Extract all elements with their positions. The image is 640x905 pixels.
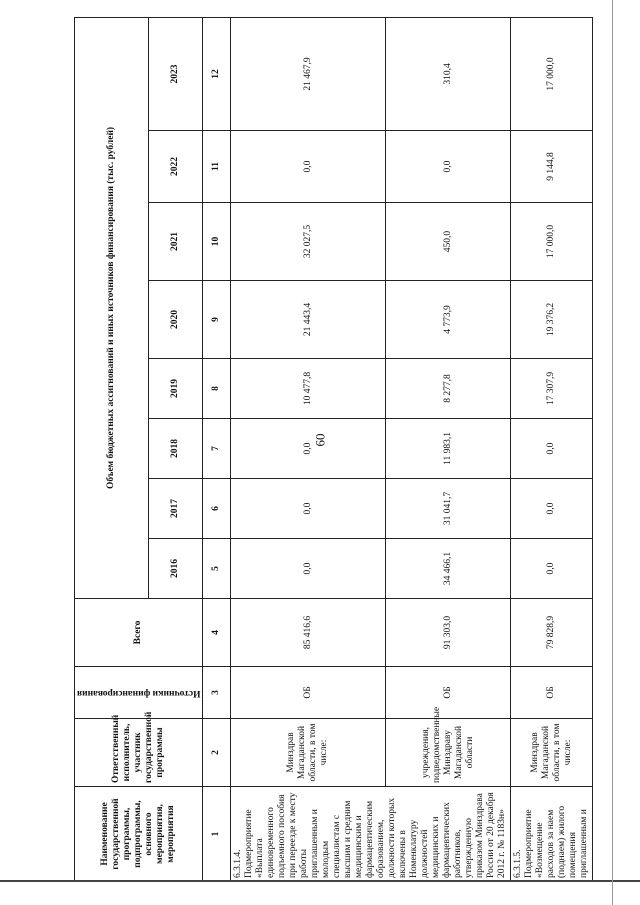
value-cell: 21 443,4 <box>231 281 386 359</box>
value-cell: 0,0 <box>511 419 593 479</box>
value-cell: 17 000,0 <box>511 17 593 130</box>
value-cell: 11 983,1 <box>386 419 511 479</box>
colnum-12: 12 <box>203 17 231 130</box>
colnum-8: 8 <box>203 359 231 419</box>
header-executor: Ответственный исполнитель, участник государственной программы <box>75 719 203 787</box>
row-source: ОБ <box>511 667 593 719</box>
value-cell: 0,0 <box>231 479 386 539</box>
rotated-table-container <box>74 18 590 882</box>
value-cell: 0,0 <box>511 539 593 599</box>
year-2018: 2018 <box>148 419 203 479</box>
year-2017: 2017 <box>148 479 203 539</box>
value-cell: 9 144,8 <box>511 131 593 203</box>
row-executor: учреждения, подведомственные Минздраву Магаданской области <box>386 719 511 787</box>
row-executor: Минздрав Магаданской области, в том числе: <box>511 719 593 787</box>
value-cell: 19 376,2 <box>511 281 593 359</box>
header-source <box>75 667 203 719</box>
year-2022: 2022 <box>148 131 203 203</box>
value-cell: 10 477,8 <box>231 359 386 419</box>
value-cell: 0,0 <box>231 539 386 599</box>
colnum-1: 1 <box>203 787 231 882</box>
colnum-3: 3 <box>203 667 231 719</box>
table-row <box>231 17 386 881</box>
table-row <box>511 17 593 881</box>
value-cell: 17 307,9 <box>511 359 593 419</box>
header-source-text: Источники финансирования <box>77 688 201 698</box>
colnum-5: 5 <box>203 539 231 599</box>
year-2023: 2023 <box>148 17 203 130</box>
value-cell: 0,0 <box>386 131 511 203</box>
row-total: 79 828,9 <box>511 599 593 667</box>
row-total: 85 416,6 <box>231 599 386 667</box>
colnum-2: 2 <box>203 719 231 787</box>
page-number: 60 <box>312 433 328 447</box>
colnum-9: 9 <box>203 281 231 359</box>
header-total: Всего <box>75 599 203 667</box>
colnum-11: 11 <box>203 131 231 203</box>
row-source: ОБ <box>386 667 511 719</box>
colnum-7: 7 <box>203 419 231 479</box>
year-2019: 2019 <box>148 359 203 419</box>
value-cell: 34 466,1 <box>386 539 511 599</box>
value-cell: 4 773,9 <box>386 281 511 359</box>
value-cell: 310,4 <box>386 17 511 130</box>
table-row <box>386 17 511 881</box>
row-name-6-3-1-5: 6.3.1.5. Подмероприятие «Возмещение расходов за наем (поднаем) жилого помещения приглашенным и <box>511 787 593 882</box>
year-2016: 2016 <box>148 539 203 599</box>
row-total: 91 303,0 <box>386 599 511 667</box>
value-cell: 32 027,5 <box>231 203 386 281</box>
header-group: Объем бюджетных ассигнований и иных источников финансирования (тыс. рублей) <box>75 17 149 598</box>
value-cell: 0,0 <box>231 419 386 479</box>
colnum-6: 6 <box>203 479 231 539</box>
colnum-10: 10 <box>203 203 231 281</box>
value-cell: 31 041,7 <box>386 479 511 539</box>
financing-table <box>74 17 593 882</box>
row-source: ОБ <box>231 667 386 719</box>
scan-bottom-edge <box>0 880 640 882</box>
value-cell: 0,0 <box>231 131 386 203</box>
colnum-4: 4 <box>203 599 231 667</box>
year-2021: 2021 <box>148 203 203 281</box>
value-cell: 8 277,8 <box>386 359 511 419</box>
row-executor: Минздрав Магаданской области, в том числе: <box>231 719 386 787</box>
value-cell: 450,0 <box>386 203 511 281</box>
value-cell: 21 467,9 <box>231 17 386 130</box>
header-name: Наименование государственной программы, подпрограммы, основного мероприятия, мероприятия <box>75 787 203 882</box>
value-cell: 17 000,0 <box>511 203 593 281</box>
value-cell: 0,0 <box>511 479 593 539</box>
scan-right-edge <box>612 0 613 905</box>
year-2020: 2020 <box>148 281 203 359</box>
row-name-6-3-1-4: 6.3.1.4. Подмероприятие «Выплата единовременного подъемного пособия при переезде к месту работы приглашенным и молодым специалистам с высшим и средним медицинским и фармацевтическим образованием, должности которых включены в Номенклатуру должностей медицинских и фармацевтических работников, утвержденную приказом Минздрава России от 20 декабря 2012 г. № 1183н» <box>231 787 511 882</box>
